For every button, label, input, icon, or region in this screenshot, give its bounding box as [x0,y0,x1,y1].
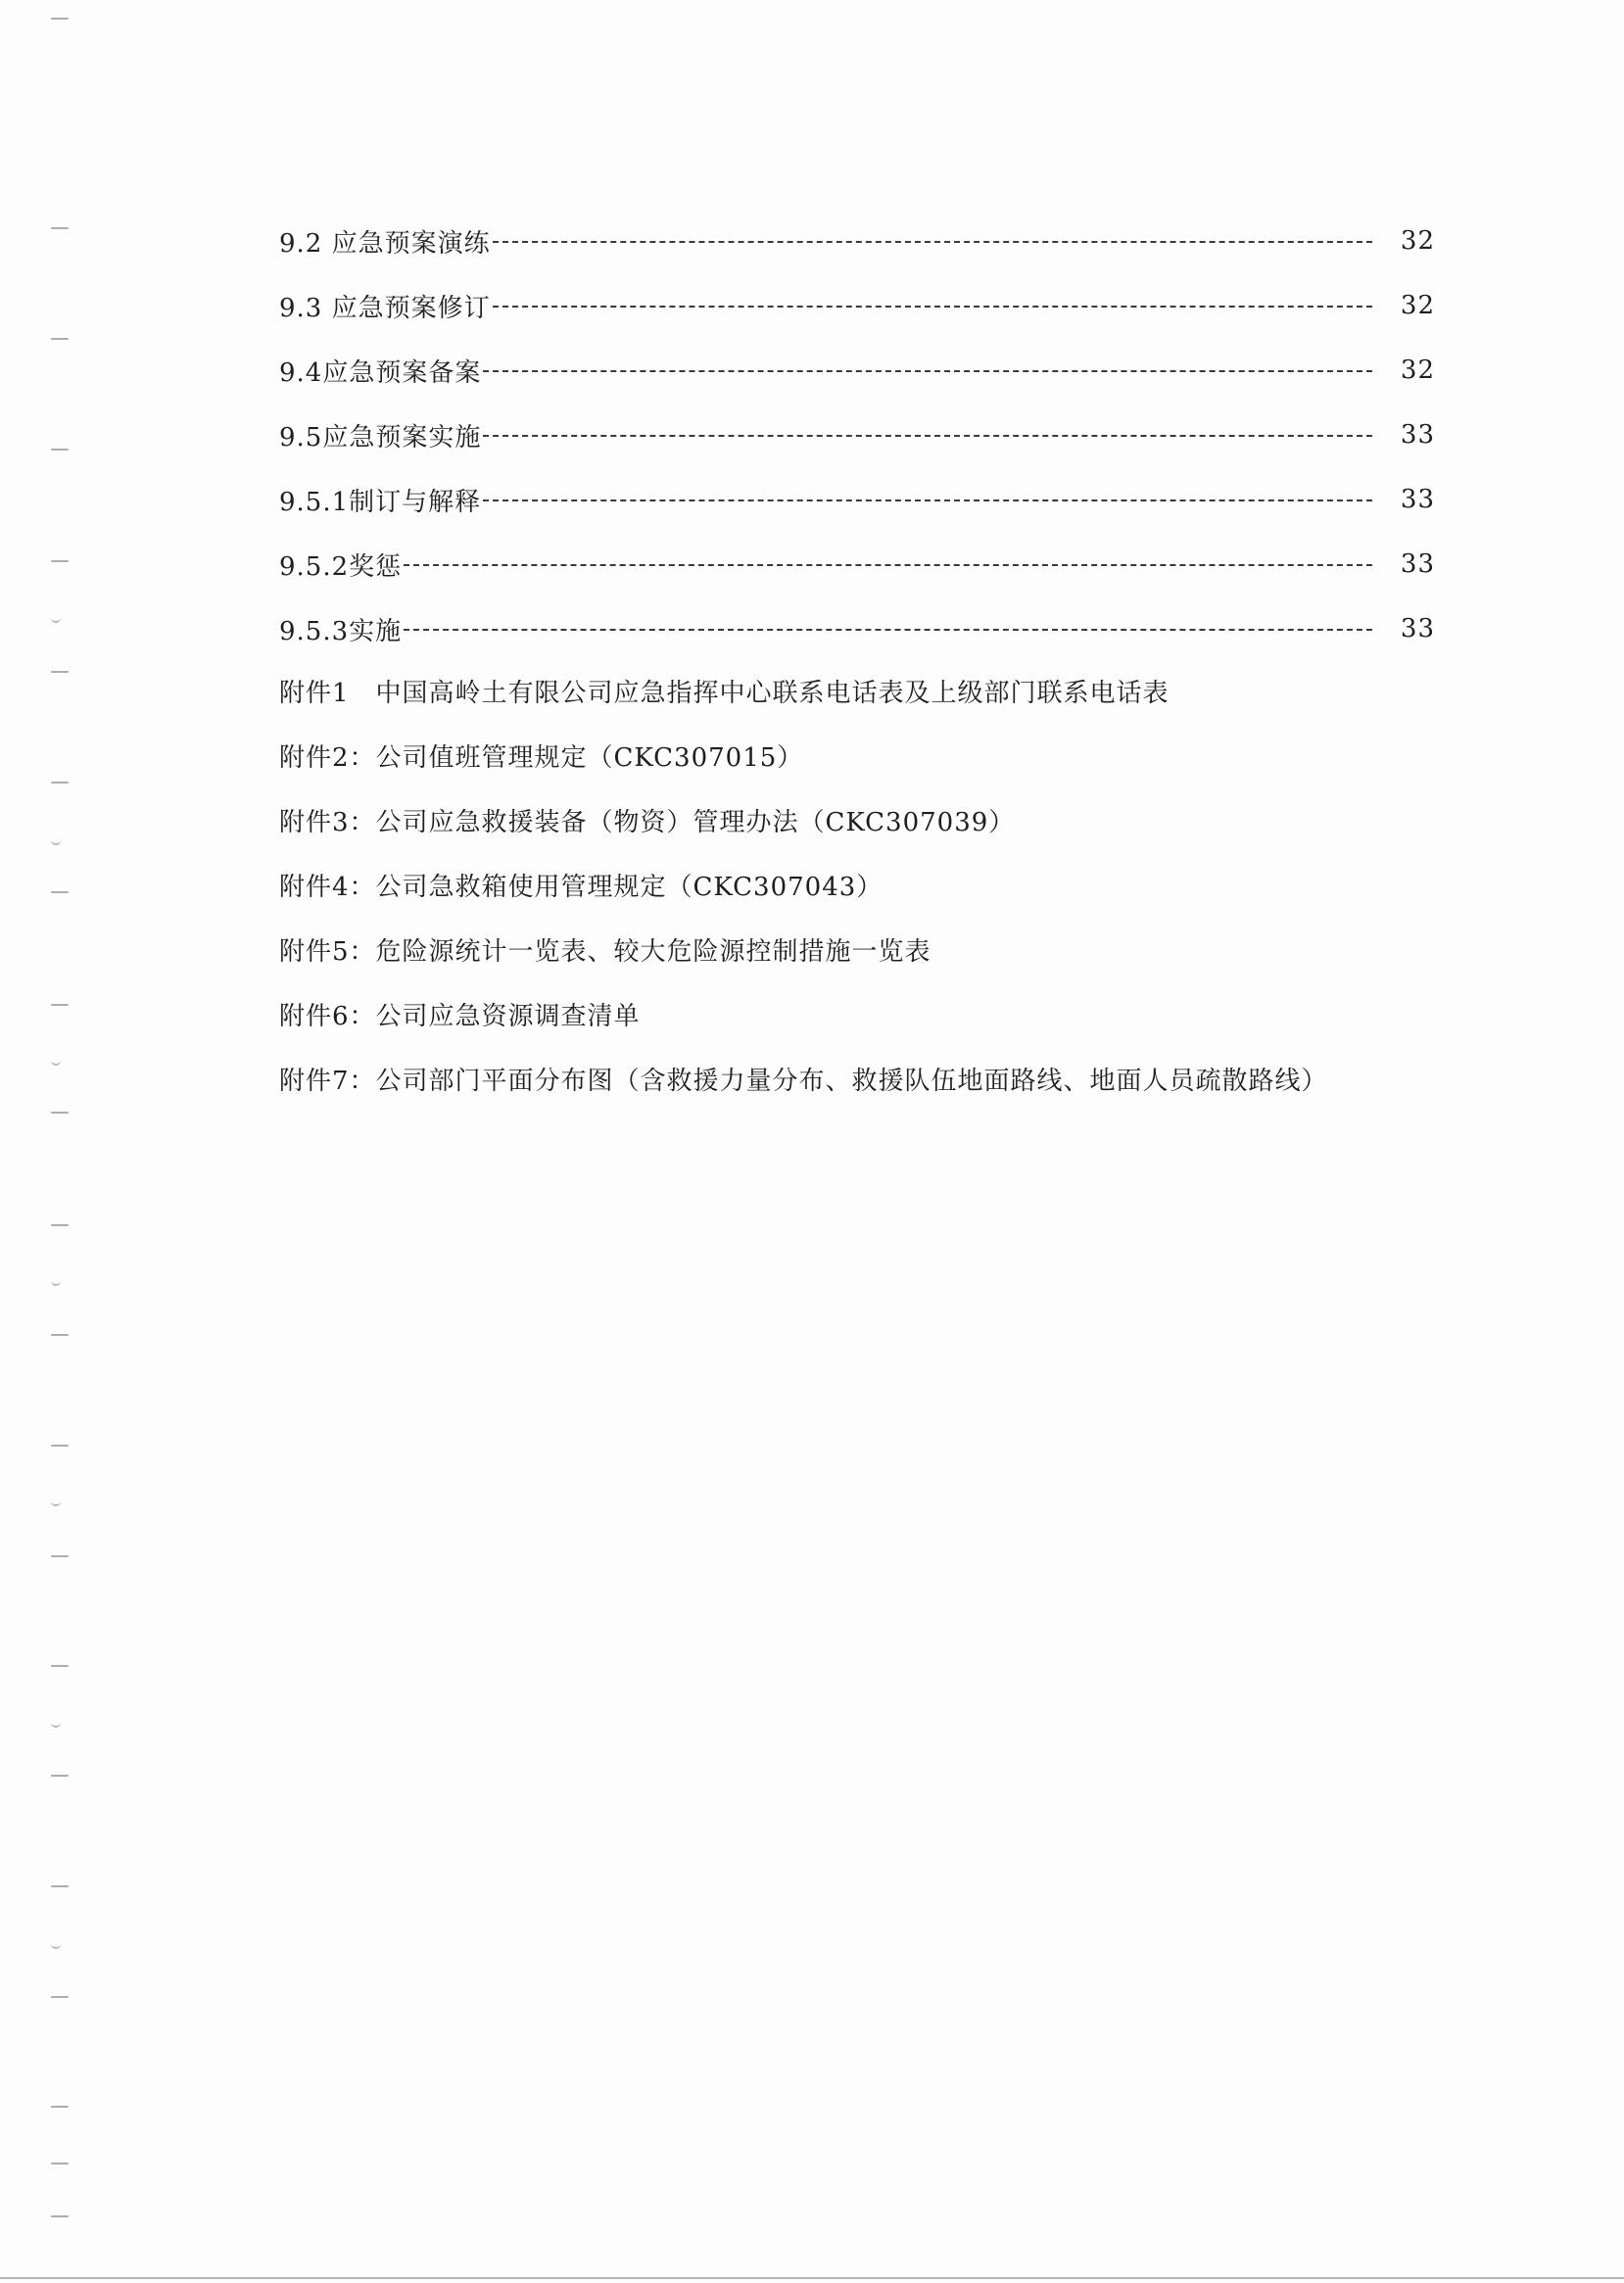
scan-edge-mark [51,18,69,20]
toc-entry-label: 9.5.3实施 [279,616,403,646]
toc-page-number: 33 [1400,549,1435,579]
toc-leader-dots [483,435,1372,437]
attachment-item: 附件3：公司应急救援装备（物资）管理办法（CKC307039） [279,807,1016,837]
toc-entry[interactable] [279,467,1435,532]
scan-edge-mark [51,1665,69,1667]
scan-bottom-edge [0,2277,1624,2279]
toc-entry-label: 9.5应急预案实施 [279,422,482,452]
scan-edge-mark [51,671,69,673]
scan-edge-mark [51,2106,69,2108]
attachment-item: 附件5：危险源统计一览表、较大危险源控制措施一览表 [279,936,931,967]
attachment-item: 附件6：公司应急资源调查清单 [279,1001,641,1031]
toc-entry-label: 9.5.2奖惩 [279,551,403,582]
scan-edge-mark [51,560,69,562]
scan-edge-mark [51,1278,61,1286]
scan-edge-mark [51,1498,61,1506]
scan-edge-mark [51,891,69,893]
scan-edge-mark [51,1555,69,1557]
attachment-list [279,658,1552,1111]
toc-entry-label: 9.2 应急预案演练 [279,228,491,259]
toc-page-number: 33 [1400,614,1435,643]
scan-edge-mark [51,837,61,845]
scan-edge-mark [51,615,61,623]
toc-entry-label: 9.3 应急预案修订 [279,293,491,323]
toc-page-number: 32 [1400,291,1435,320]
toc-entry[interactable] [279,209,1435,273]
toc-entry-label: 9.4应急预案备案 [279,357,482,388]
attachment-item: 附件1 中国高岭土有限公司应急指挥中心联系电话表及上级部门联系电话表 [279,678,1170,708]
table-of-contents [279,209,1435,661]
attachment-item: 附件7：公司部门平面分布图（含救援力量分布、救援队伍地面路线、地面人员疏散路线） [279,1066,1328,1096]
scan-edge-mark [51,1996,69,1998]
scan-edge-mark [51,1941,61,1949]
scan-edge-mark [51,449,69,451]
scan-edge-mark [51,1004,69,1006]
attachment-item: 附件4：公司急救箱使用管理规定（CKC307043） [279,872,884,902]
toc-entry-label: 9.5.1制订与解释 [279,487,482,517]
toc-leader-dots [483,370,1372,372]
scan-edge-mark [51,1334,69,1336]
scan-edge-mark [51,2215,69,2217]
toc-leader-dots [493,241,1372,243]
toc-leader-dots [483,499,1372,501]
scan-edge-mark [51,2163,69,2164]
toc-entry[interactable] [279,338,1435,403]
toc-page-number: 33 [1400,485,1435,514]
toc-page-number: 32 [1400,356,1435,385]
scan-edge-mark [51,227,69,229]
toc-page-number: 33 [1400,420,1435,450]
attachment-item: 附件2：公司值班管理规定（CKC307015） [279,742,804,773]
toc-entry[interactable] [279,596,1435,661]
toc-entry[interactable] [279,532,1435,596]
scan-edge-mark [51,1058,61,1066]
scan-edge-mark [51,782,69,784]
scan-edge-mark [51,1720,61,1728]
scan-edge-mark [51,1885,69,1887]
scan-edge-mark [51,1112,69,1114]
toc-page-number: 32 [1400,226,1435,256]
scan-edge-mark [51,1775,69,1777]
toc-leader-dots [404,629,1372,631]
toc-leader-dots [493,306,1372,308]
toc-entry[interactable] [279,403,1435,467]
toc-entry[interactable] [279,273,1435,338]
toc-leader-dots [404,564,1372,566]
scan-edge-mark [51,1224,69,1226]
scan-edge-mark [51,1445,69,1447]
scan-edge-mark [51,338,69,340]
